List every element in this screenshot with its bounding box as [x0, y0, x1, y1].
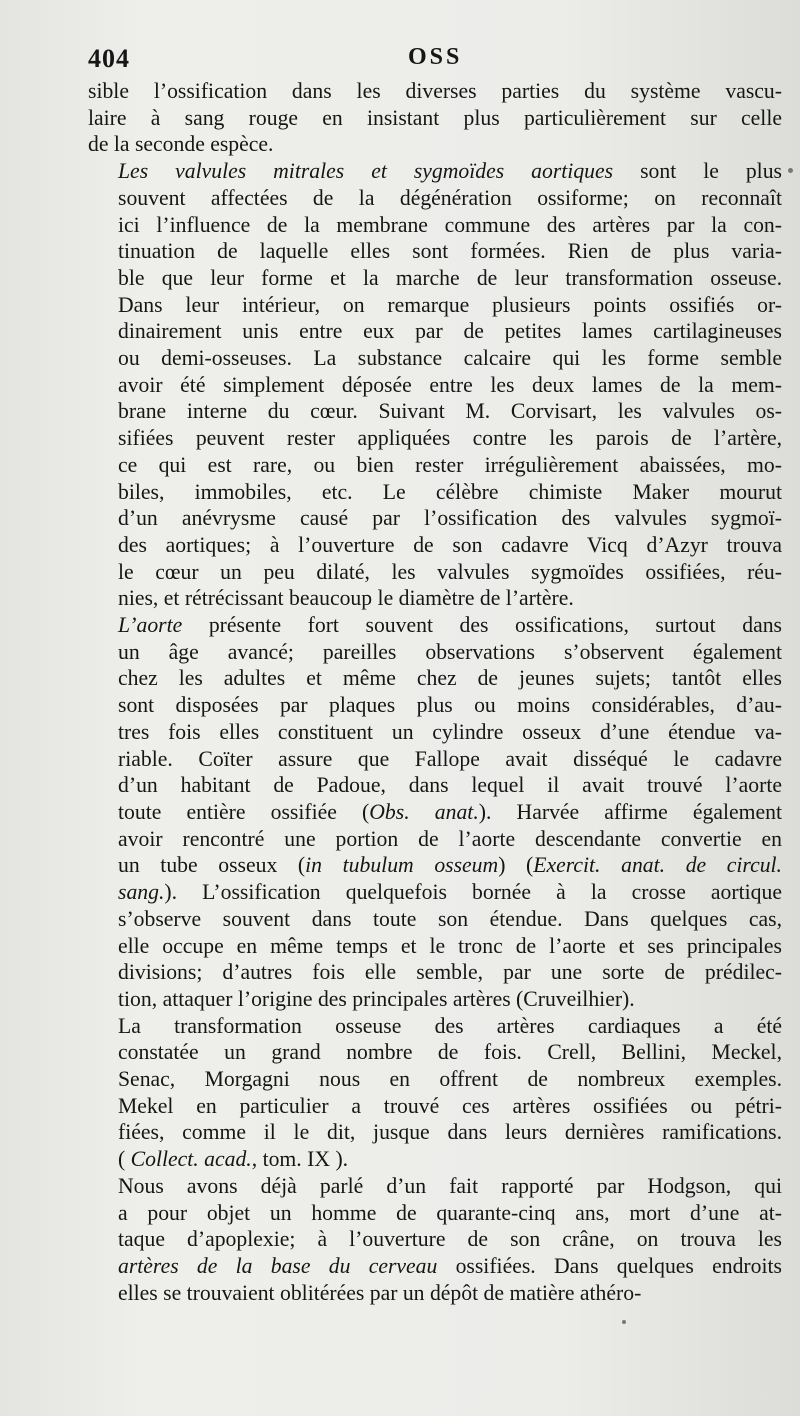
text-line: d’un habitant de Padoue, dans lequel il avait trouvé l’aorte — [118, 773, 782, 798]
text-line: sang.). L’ossification quelquefois bornée à la crosse aortique — [118, 880, 782, 905]
text-line: laire à sang rouge en insistant plus particulièrement sur celle — [88, 105, 782, 130]
text-line: chez les adultes et même chez de jeunes sujets; tantôt elles — [118, 666, 782, 691]
text-line: s’observe souvent dans toute son étendue. Dans quelques cas, — [118, 906, 782, 931]
text-line: elle occupe en même temps et le tronc de l’aorte et ses principales — [118, 933, 782, 958]
text-line: constatée un grand nombre de fois. Crell, Bellini, Meckel, — [118, 1040, 782, 1065]
text-line: souvent affectées de la dégénération ossiforme; on reconnaît — [118, 185, 782, 210]
italic-text: Les valvules mitrales et sygmoïdes aortiques — [118, 159, 614, 184]
page-number: 404 — [88, 44, 130, 73]
text-line: avoir rencontré une portion de l’aorte descendante convertie en — [118, 826, 782, 851]
paragraph — [88, 1173, 782, 1307]
text-line: sont disposées par plaques plus ou moins considérables, d’au- — [118, 693, 782, 718]
text-line: des aortiques; à l’ouverture de son cadavre Vicq d’Azyr trouva — [118, 532, 782, 557]
text-line: Senac, Morgagni nous en offrent de nombreux exemples. — [118, 1067, 782, 1092]
paper-speck — [622, 1320, 626, 1324]
text-line: Dans leur intérieur, on remarque plusieurs points ossifiés or- — [118, 292, 782, 317]
text-line: L’aorte présente fort souvent des ossifications, surtout dans — [118, 613, 782, 638]
text-line: Les valvules mitrales et sygmoïdes aortiques sont le plus — [118, 159, 782, 184]
paragraph — [88, 78, 782, 158]
text-line: sible l’ossification dans les diverses parties du système vascu- — [88, 79, 782, 103]
text-line: elles se trouvaient oblitérées par un dépôt de matière athéro- — [118, 1280, 642, 1305]
paragraph — [88, 1013, 782, 1173]
running-head: OSS — [408, 44, 463, 70]
body-text — [88, 78, 782, 1306]
paragraph — [88, 158, 782, 612]
paragraph — [88, 612, 782, 1013]
text-line: brane interne du cœur. Suivant M. Corvisart, les valvules os- — [118, 399, 782, 424]
paper-speck — [788, 168, 793, 173]
text-line: artères de la base du cerveau ossifiées. Dans quelques endroits — [118, 1253, 782, 1278]
text-line: toute entière ossifiée (Obs. anat.). Harvée affirme également — [118, 799, 782, 824]
text-line: dinairement unis entre eux par de petites lames cartilagineuses — [118, 319, 782, 344]
text-line: La transformation osseuse des artères cardiaques a été — [118, 1013, 782, 1038]
text-line: tion, attaquer l’origine des principales artères (Cruveilhier). — [118, 986, 635, 1011]
text-line: le cœur un peu dilaté, les valvules sygmoïdes ossifiées, réu- — [118, 559, 782, 584]
italic-text: in tubulum osseum — [305, 853, 499, 878]
italic-text: artères de la base du cerveau — [118, 1253, 438, 1278]
text-line: fiées, comme il le dit, jusque dans leurs dernières ramifications. — [118, 1120, 782, 1145]
text-line: ( Collect. acad., tom. IX ). — [118, 1147, 349, 1172]
text-line: riable. Coïter assure que Fallope avait disséqué le cadavre — [118, 746, 782, 771]
italic-text: Collect. acad. — [130, 1147, 252, 1172]
text-line: de la seconde espèce. — [88, 132, 274, 157]
text-line: a pour objet un homme de quarante-cinq ans, mort d’une at- — [118, 1200, 782, 1225]
text-line: ou demi-osseuses. La substance calcaire qui les forme semble — [118, 346, 782, 371]
text-line: taque d’apoplexie; à l’ouverture de son crâne, on trouva les — [118, 1227, 782, 1252]
text-line: nies, et rétrécissant beaucoup le diamètre de l’artère. — [118, 586, 574, 611]
text-line: sifiées peuvent rester appliquées contre les parois de l’artère, — [118, 426, 782, 451]
text-line: ble que leur forme et la marche de leur transformation osseuse. — [118, 265, 782, 290]
text-line: un âge avancé; pareilles observations s’observent également — [118, 639, 782, 664]
page-header — [88, 44, 780, 78]
text-line: Mekel en particulier a trouvé ces artères ossifiées ou pétri- — [118, 1093, 782, 1118]
text-line: ici l’influence de la membrane commune des artères par la con- — [118, 212, 782, 237]
italic-text: sang. — [118, 880, 165, 905]
text-line: tinuation de laquelle elles sont formées. Rien de plus varia- — [118, 239, 782, 264]
italic-text: L’aorte — [118, 613, 183, 638]
text-line: un tube osseux (in tubulum osseum) (Exercit. anat. de circul. — [118, 853, 782, 878]
text-line: avoir été simplement déposée entre les deux lames de la mem- — [118, 372, 782, 397]
text-line: ce qui est rare, ou bien rester irrégulièrement abaissées, mo- — [118, 452, 782, 477]
text-line: tres fois elles constituent un cylindre osseux d’une étendue va- — [118, 719, 782, 744]
text-line: biles, immobiles, etc. Le célèbre chimiste Maker mourut — [118, 479, 782, 504]
text-line: d’un anévrysme causé par l’ossification des valvules sygmoï- — [118, 506, 782, 531]
text-line: divisions; d’autres fois elle semble, par une sorte de prédilec- — [118, 960, 782, 985]
text-line: Nous avons déjà parlé d’un fait rapporté par Hodgson, qui — [118, 1173, 782, 1198]
italic-text: Obs. anat. — [369, 799, 479, 824]
italic-text: Exercit. anat. de circul. — [533, 853, 782, 878]
